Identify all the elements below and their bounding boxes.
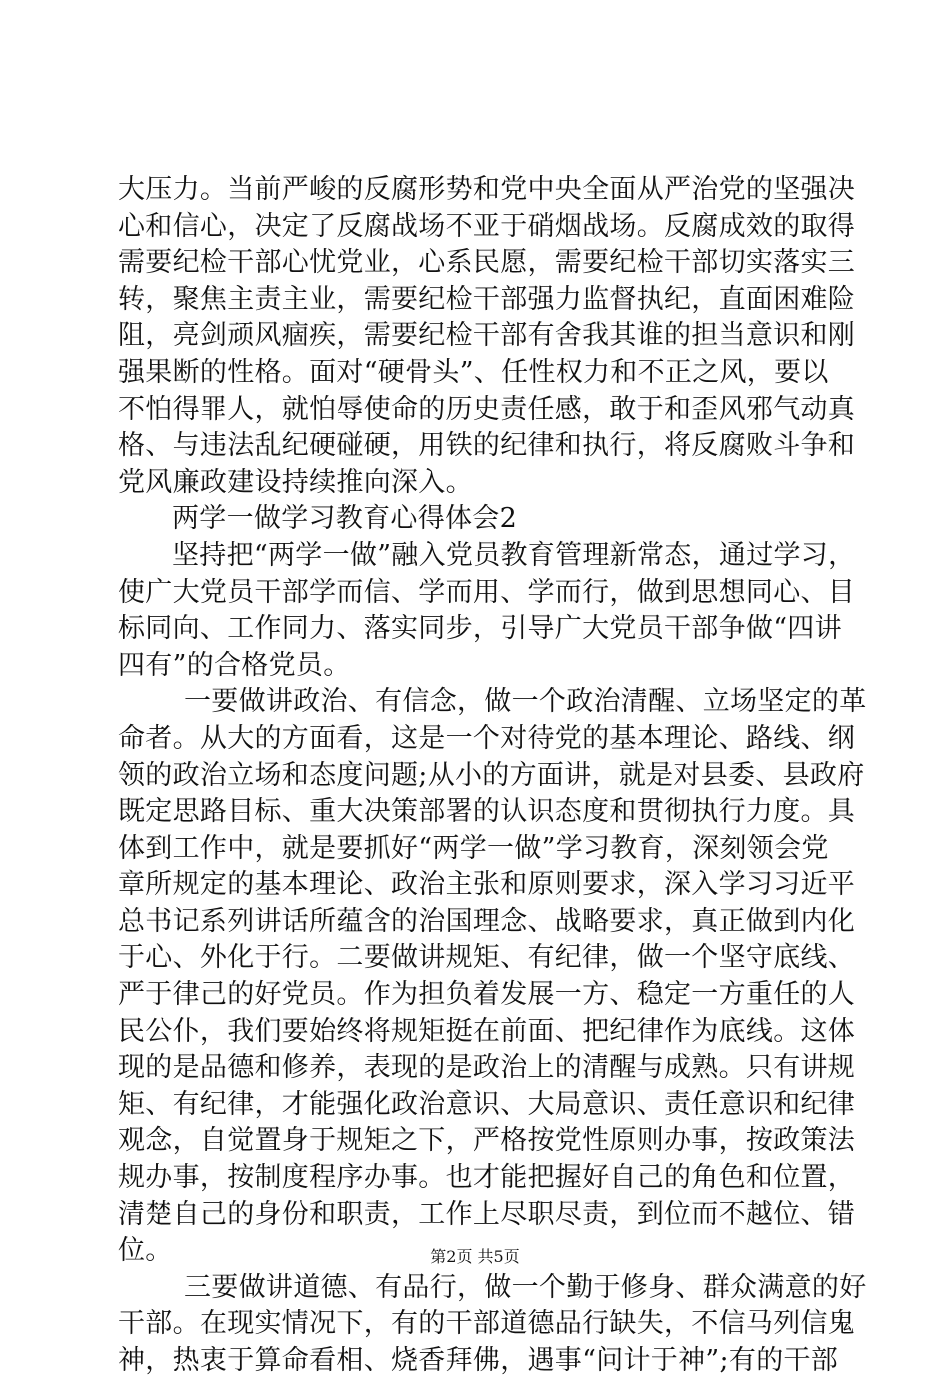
text-line: 使广大党员干部学而信、学而用、学而行，做到思想同心、目 [118,576,856,608]
text-line: 命者。从大的方面看，这是一个对待党的基本理论、路线、纲 [118,722,856,754]
text-line: 党风廉政建设持续推向深入。 [118,466,473,498]
text-line: 规办事，按制度程序办事。也才能把握好自己的角色和位置， [118,1162,856,1194]
text-line: 于心、外化于行。二要做讲规矩、有纪律，做一个坚守底线、 [118,942,856,974]
text-line: 位。 [118,1235,173,1267]
text-line: 标同向、工作同力、落实同步，引导广大党员干部争做“四讲 [118,613,842,645]
text-line: 干部。在现实情况下，有的干部道德品行缺失，不信马列信鬼 [118,1308,856,1340]
text-line: 需要纪检干部心忧党业，心系民愿，需要纪检干部切实落实三 [118,247,856,279]
text-line: 三要做讲道德、有品行，做一个勤于修身、群众满意的好 [184,1271,867,1303]
text-line: 格、与违法乱纪硬碰硬，用铁的纪律和执行，将反腐败斗争和 [118,430,856,462]
text-line: 体到工作中，就是要抓好“两学一做”学习教育，深刻领会党 [118,832,829,864]
text-line: 不怕得罪人，就怕辱使命的历史责任感，敢于和歪风邪气动真 [118,393,856,425]
text-line: 领的政治立场和态度问题;从小的方面讲，就是对县委、县政府 [118,759,865,791]
text-line: 四有”的合格党员。 [118,649,351,681]
text-line: 观念，自觉置身于规矩之下，严格按党性原则办事，按政策法 [118,1125,856,1157]
text-line: 坚持把“两学一做”融入党员教育管理新常态，通过学习， [172,539,856,571]
text-line: 矩、有纪律，才能强化政治意识、大局意识、责任意识和纪律 [118,1088,856,1120]
text-line: 现的是品德和修养，表现的是政治上的清醒与成熟。只有讲规 [118,1052,856,1084]
text-line: 阻，亮剑顽风痼疾，需要纪检干部有舍我其谁的担当意识和刚 [118,320,856,352]
document-body [118,172,867,1380]
text-line: 既定思路目标、重大决策部署的认识态度和贯彻执行力度。具 [118,796,856,828]
text-line: 转，聚焦主责主业，需要纪检干部强力监督执纪，直面困难险 [118,283,856,315]
text-line: 总书记系列讲话所蕴含的治国理念、战略要求，真正做到内化 [118,905,856,937]
text-line: 章所规定的基本理论、政治主张和原则要求，深入学习习近平 [118,869,856,901]
text-line: 神，热衷于算命看相、烧香拜佛，遇事“问计于神”;有的干部 [118,1345,839,1376]
text-line: 一要做讲政治、有信念，做一个政治清醒、立场坚定的革 [184,686,867,718]
text-line: 民公仆，我们要始终将规矩挺在前面、把纪律作为底线。这体 [118,1015,856,1047]
section-heading: 两学一做学习教育心得体会2 [172,503,518,535]
text-line: 严于律己的好党员。作为担负着发展一方、稳定一方重任的人 [118,979,856,1011]
page-number-footer: 第2页 共5页 [430,1247,520,1266]
text-line: 心和信心，决定了反腐战场不亚于硝烟战场。反腐成效的取得 [118,210,856,242]
text-line: 清楚自己的身份和职责，工作上尽职尽责，到位而不越位、错 [118,1198,856,1230]
text-line: 大压力。当前严峻的反腐形势和党中央全面从严治党的坚强决 [118,174,856,205]
text-line: 强果断的性格。面对“硬骨头”、任性权力和不正之风，要以 [118,356,829,388]
